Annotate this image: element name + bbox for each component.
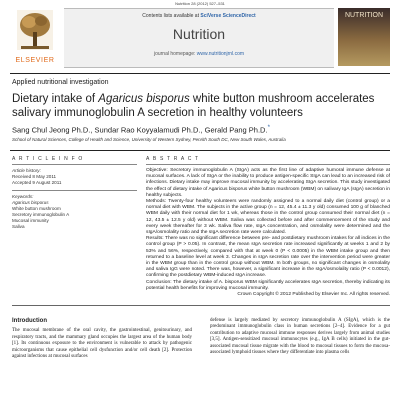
history-label: Article history: [12, 168, 41, 173]
received-date: Received 8 May 2011 [12, 174, 57, 179]
body-paragraph: defense is largely mediated by secretory immunoglobulin A (SIgA), which is the predominant immunoglobulin class in human secretions [2–4]. Evidence for a gut contribution to adaptive mucosal immune responses derives largely from animal studies [3,5]. Antigen-sensitized mucosal immunocytes (e.g., IgA B cells) initiated in the gut-associated mucosal tissue migrate with the blood to mucosal tissues to form the mucosa-associated lymphoid tissues where they differentiate into plasma cells [210, 318, 390, 356]
homepage-link[interactable]: www.nutritionjrnl.com [196, 51, 245, 57]
article-history [12, 168, 137, 186]
abstract-copyright: Crown Copyright © 2012 Published by Elsevier Inc. All rights reserved. [237, 292, 390, 298]
abstract-objective: Objective: Secretory immunoglobulin A (SIgA) acts as the first line of adaptive humoral immune defense at mucosal surfaces. A lack of SIgA or the inability to produce antigen-specific SIgA can lead to an increased risk of infections. Dietary intake may improve mucosal immunity by accelerating SIgA secretion. This study investigated the effect of dietary intake of Agaricus bisporus white button mushroom (WBM) on salivary IgA (sIgA) secretion in healthy subjects. [146, 168, 391, 198]
abstract-label: A B S T R A C T [146, 156, 200, 162]
journal-cover [338, 8, 390, 66]
keyword: Secretory immunoglobulin A [12, 212, 70, 217]
title-suffix: white button mushroom accelerates salivary immunoglobulin A secretion in healthy volunteers [12, 93, 375, 119]
accepted-date: Accepted 9 August 2011 [12, 180, 62, 185]
homepage-line [64, 51, 334, 57]
abstract-results: Results: There was no significant difference between pre- and postdietary mushroom intakes for all indices in the control group (P > 0.05). In contrast, the mean sIgA secretion rate increased significantly at weeks 1 and 2 by 53% and 56%, respectively, compared with that at week 0 (P < 0.0005) in the WBM intake group and then returned to a baseline level at week 3. Changes in sIgA secretion rate over the intervention period were greater in the WBM group than in the control group without WBM. In both groups, no significant changes in osmolality and saliva IgG were noted. There was, however, a significant increase in the sIgA/osmolality ratio (P < 0.0012), confirming the postdietary WBM-induced sIgA increase. [146, 236, 390, 279]
author-list [12, 124, 392, 135]
section-heading-introduction: Introduction [12, 318, 47, 324]
header-rule [10, 73, 390, 74]
body-rule [12, 305, 390, 306]
keyword: Saliva [12, 224, 25, 229]
contents-prefix: Contents lists available at [142, 13, 199, 19]
journal-name: Nutrition [172, 26, 226, 42]
journal-header [10, 8, 390, 66]
keyword: Agaricus bisporus [12, 200, 49, 205]
abstract-rule [146, 164, 390, 165]
body-paragraph: The mucosal membrane of the oral cavity, the gastrointestinal, genitourinary, and respiratory tracts, and the mammary gland occupies the largest area of the human body [1]. Its continuous exposure to the environment is vulnerable to attack by pathogenic microorganisms that cause epithelial cell dysfunction and/or cell death [2]. Protection against infections at mucosal surfaces [12, 328, 192, 360]
title-species: Agaricus bisporus [98, 93, 190, 105]
title-prefix: Dietary intake of [12, 93, 99, 105]
article-type: Applied nutritional investigation [12, 79, 109, 86]
affiliation: School of Natural Sciences, College of Health and Science, University of Western Sydney, Penrith South DC, New South Wales, Australia [12, 137, 286, 142]
publisher-name: ELSEVIER [15, 57, 55, 64]
tree-icon [17, 10, 53, 50]
title-rule [10, 150, 390, 151]
keywords-label: Keywords: [12, 194, 34, 199]
keyword: Mucosal immunity [12, 218, 49, 223]
abstract-methods: Methods: Twenty-four healthy volunteers were randomly assigned to a normal daily diet (control group) or a normal diet with WBM. The subjects in the active group (n = 12, 45.4 ± 11.3 y old) consumed 100 g of blanched WBM daily with their normal diet for 1 wk, whereas those in the control group consumed their normal diet (n = 12, 43.5 ± 12.5 y old) without WBM. Saliva was collected before and after commencement of the study and every week thereafter for 3 wk. Saliva flow rate, sIgA concentration, and osmolality were determined and the sIgA/osmolality ratio and the sIgA secretion rate were calculated. [146, 199, 390, 236]
journal-banner [64, 8, 334, 68]
info-rule [12, 164, 137, 165]
keyword: White button mushroom [12, 206, 61, 211]
corresponding-author-mark[interactable]: * [267, 124, 270, 131]
article-title [12, 92, 392, 120]
body-right-column [210, 318, 390, 356]
abstract-conclusion: Conclusion: The dietary intake of A. bisporus WBM significantly accelerates sIgA secretion, thereby indicating its potential health benefits for improving mucosal immunity. [146, 279, 390, 291]
author-names: Sang Chul Jeong Ph.D., Sundar Rao Koyyalamudi Ph.D., Gerald Pang Ph.D. [12, 125, 268, 135]
info-mid-rule [12, 190, 137, 191]
contents-line [64, 13, 334, 19]
article-info-label: A R T I C L E I N F O [12, 156, 84, 162]
sciencedirect-link[interactable]: SciVerse ScienceDirect [200, 13, 256, 19]
homepage-prefix: journal homepage: [153, 51, 196, 57]
elsevier-logo [10, 10, 60, 64]
abstract-body [146, 168, 390, 298]
journal-citation: Nutrition 28 (2012) 527–531 [175, 1, 225, 6]
keywords-block [12, 194, 137, 230]
cover-title: NUTRITION [344, 12, 384, 19]
body-left-column [12, 318, 192, 360]
